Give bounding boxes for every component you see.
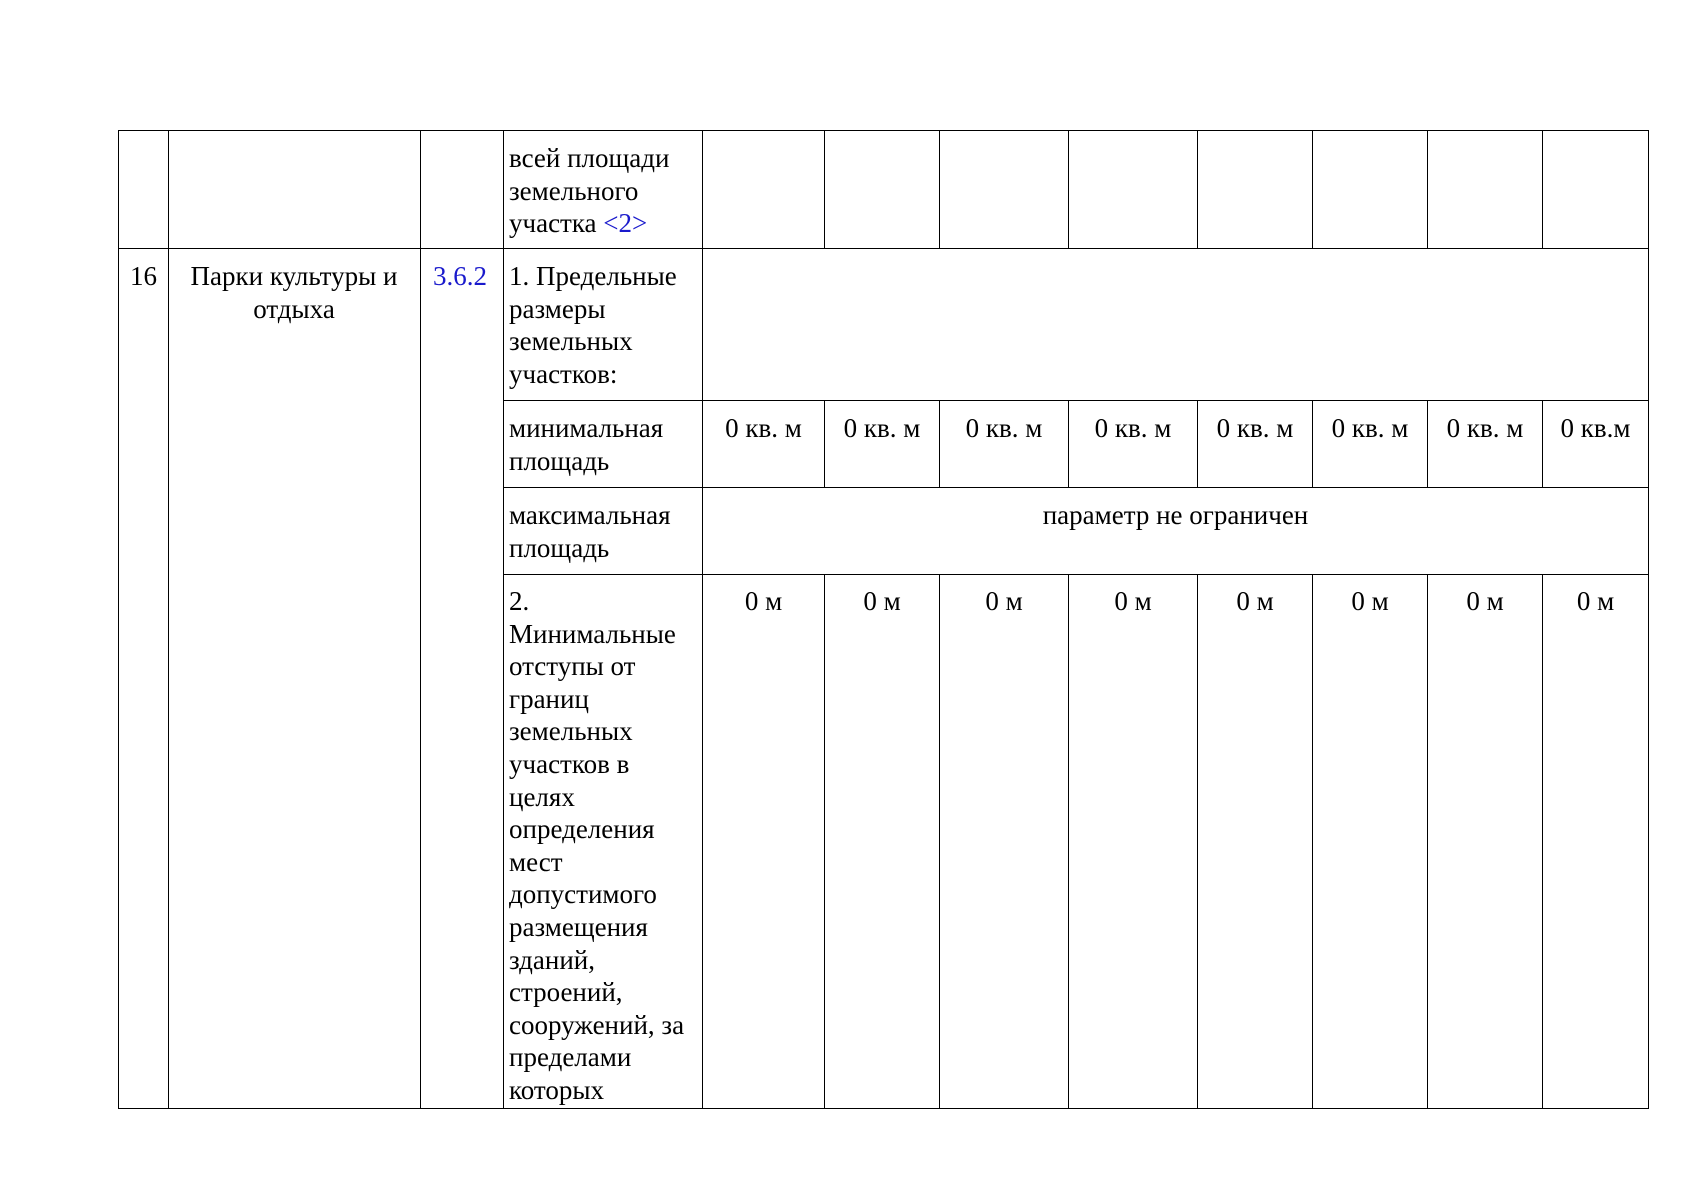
column-divider <box>420 130 421 1109</box>
table-border-bottom <box>118 1108 1649 1109</box>
min-area-label: минимальная площадь <box>509 413 664 476</box>
setback-value: 0 м <box>1576 586 1615 616</box>
column-divider <box>168 130 169 1109</box>
min-area-value: 0 кв. м <box>843 413 921 443</box>
footnote-link-2[interactable]: <2> <box>603 208 648 239</box>
setback-value: 0 м <box>863 586 901 616</box>
row-divider <box>503 574 1649 575</box>
column-divider <box>1427 130 1428 248</box>
column-divider <box>1068 574 1069 1109</box>
column-divider <box>824 574 825 1109</box>
column-divider <box>1312 130 1313 248</box>
continued-parameter-text <box>509 142 699 240</box>
column-divider <box>1197 130 1198 248</box>
max-area-value: параметр не ограничен <box>1042 500 1309 530</box>
setback-value: 0 м <box>1236 586 1274 616</box>
row-divider <box>118 248 1649 249</box>
column-divider <box>1427 574 1428 1109</box>
row-divider <box>503 400 1649 401</box>
column-divider <box>1197 574 1198 1109</box>
setback-value: 0 м <box>985 586 1023 616</box>
column-divider <box>824 130 825 248</box>
min-area-value: 0 кв. м <box>965 413 1043 443</box>
min-area-value: 0 кв. м <box>1216 413 1294 443</box>
table-border-left <box>118 130 119 1109</box>
column-divider <box>503 130 504 1109</box>
min-area-value: 0 кв. м <box>1094 413 1172 443</box>
table-border-top <box>118 130 1649 131</box>
min-area-value: 0 кв. м <box>725 413 802 443</box>
continued-parameter-label: всей площади земельного участка <box>509 143 670 239</box>
land-use-name: Парки культуры и отдыха <box>190 261 398 324</box>
setback-value: 0 м <box>1114 586 1152 616</box>
column-divider <box>939 130 940 248</box>
row-number: 16 <box>130 261 157 291</box>
max-area-label: максимальная площадь <box>509 500 671 563</box>
column-divider <box>1542 130 1543 248</box>
min-area-value: 0 кв. м <box>1446 413 1524 443</box>
min-area-value: 0 кв.м <box>1560 413 1631 443</box>
setback-value: 0 м <box>1351 586 1389 616</box>
max-land-size-title: 1. Предельные размеры земельных участков: <box>509 261 677 389</box>
setback-value: 0 м <box>1466 586 1504 616</box>
min-area-value: 0 кв. м <box>1331 413 1409 443</box>
column-divider <box>702 130 703 1109</box>
setback-value: 0 м <box>744 586 783 616</box>
row-divider <box>503 487 1649 488</box>
column-divider <box>1312 574 1313 1109</box>
min-setbacks-title: 2. Минимальные отступы от границ земельных участков в целях определения мест допустимого размещения зданий, строений, сооружений, за пределами которых <box>509 586 685 1105</box>
column-divider <box>939 574 940 1109</box>
column-divider <box>1542 574 1543 1109</box>
zoning-parameters-table <box>118 130 1649 1109</box>
land-use-code-link[interactable]: 3.6.2 <box>433 261 487 291</box>
column-divider <box>1068 130 1069 248</box>
table-border-right <box>1648 130 1649 1109</box>
